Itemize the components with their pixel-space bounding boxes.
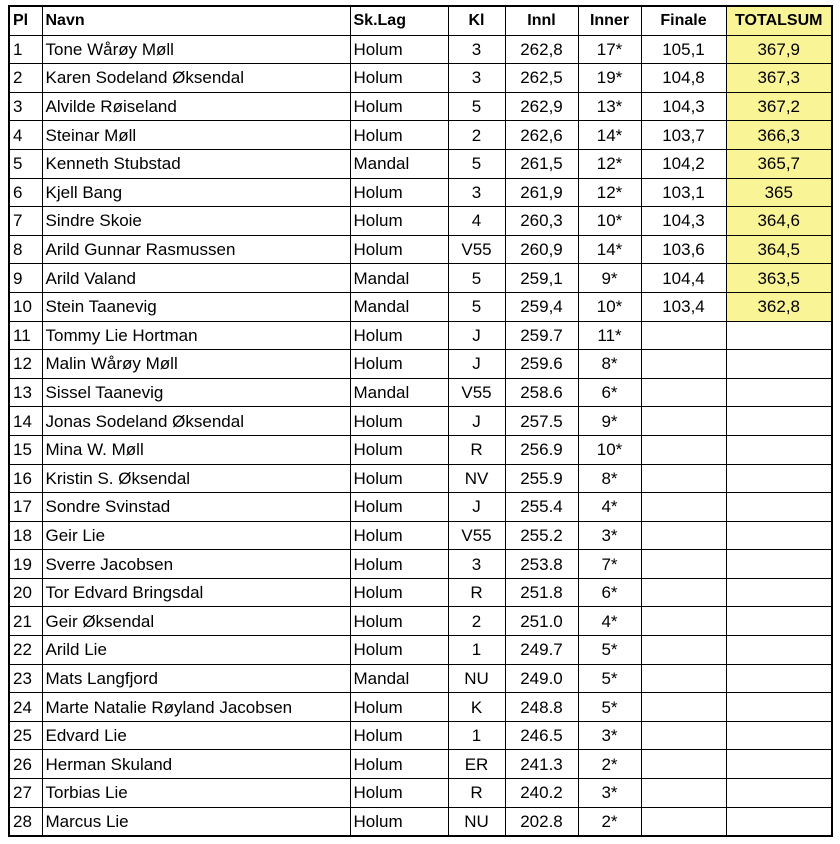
cell-finale: 104,3 [641, 92, 726, 121]
cell-sklag: Holum [350, 721, 448, 750]
header-inner: Inner [578, 6, 641, 35]
cell-innl: 261,5 [505, 149, 578, 178]
cell-inner: 2* [578, 807, 641, 836]
cell-sklag: Mandal [350, 292, 448, 321]
cell-pl: 3 [9, 92, 42, 121]
cell-finale [641, 321, 726, 350]
cell-finale [641, 664, 726, 693]
cell-sklag: Holum [350, 207, 448, 236]
cell-totalsum [726, 721, 832, 750]
cell-finale [641, 464, 726, 493]
cell-kl: NU [448, 807, 505, 836]
cell-totalsum: 367,3 [726, 64, 832, 93]
cell-kl: 3 [448, 64, 505, 93]
cell-finale [641, 636, 726, 665]
table-row [9, 407, 832, 436]
cell-finale [641, 750, 726, 779]
cell-kl: J [448, 493, 505, 522]
cell-pl: 5 [9, 149, 42, 178]
cell-totalsum [726, 521, 832, 550]
cell-sklag: Holum [350, 321, 448, 350]
header-navn: Navn [42, 6, 350, 35]
cell-kl: J [448, 350, 505, 379]
cell-pl: 4 [9, 121, 42, 150]
cell-navn: Sondre Svinstad [42, 493, 350, 522]
cell-kl: 2 [448, 607, 505, 636]
cell-innl: 259.7 [505, 321, 578, 350]
cell-finale [641, 407, 726, 436]
cell-innl: 256.9 [505, 435, 578, 464]
cell-totalsum: 364,5 [726, 235, 832, 264]
cell-navn: Tor Edvard Bringsdal [42, 578, 350, 607]
cell-innl: 249.7 [505, 636, 578, 665]
cell-pl: 22 [9, 636, 42, 665]
cell-pl: 26 [9, 750, 42, 779]
cell-finale [641, 807, 726, 836]
cell-inner: 7* [578, 550, 641, 579]
cell-pl: 16 [9, 464, 42, 493]
cell-kl: 5 [448, 264, 505, 293]
cell-sklag: Holum [350, 435, 448, 464]
cell-navn: Torbias Lie [42, 779, 350, 808]
cell-navn: Karen Sodeland Øksendal [42, 64, 350, 93]
table-row [9, 235, 832, 264]
cell-inner: 5* [578, 636, 641, 665]
cell-finale [641, 493, 726, 522]
cell-finale [641, 350, 726, 379]
cell-sklag: Holum [350, 350, 448, 379]
table-row [9, 321, 832, 350]
cell-sklag: Mandal [350, 264, 448, 293]
cell-navn: Sindre Skoie [42, 207, 350, 236]
cell-inner: 3* [578, 779, 641, 808]
cell-sklag: Holum [350, 121, 448, 150]
cell-inner: 12* [578, 178, 641, 207]
cell-pl: 18 [9, 521, 42, 550]
cell-navn: Jonas Sodeland Øksendal [42, 407, 350, 436]
cell-innl: 262,8 [505, 35, 578, 64]
table-row [9, 578, 832, 607]
cell-inner: 4* [578, 493, 641, 522]
cell-kl: V55 [448, 235, 505, 264]
cell-pl: 14 [9, 407, 42, 436]
cell-innl: 259,1 [505, 264, 578, 293]
table-row [9, 779, 832, 808]
header-kl: Kl [448, 6, 505, 35]
cell-kl: ER [448, 750, 505, 779]
cell-innl: 261,9 [505, 178, 578, 207]
cell-kl: R [448, 435, 505, 464]
cell-sklag: Mandal [350, 664, 448, 693]
table-row [9, 435, 832, 464]
cell-innl: 257.5 [505, 407, 578, 436]
cell-inner: 17* [578, 35, 641, 64]
cell-sklag: Mandal [350, 149, 448, 178]
cell-sklag: Holum [350, 521, 448, 550]
cell-sklag: Holum [350, 779, 448, 808]
cell-pl: 11 [9, 321, 42, 350]
cell-kl: 5 [448, 292, 505, 321]
cell-pl: 23 [9, 664, 42, 693]
cell-innl: 255.2 [505, 521, 578, 550]
cell-finale [641, 607, 726, 636]
cell-finale: 103,6 [641, 235, 726, 264]
cell-innl: 259.6 [505, 350, 578, 379]
table-row [9, 607, 832, 636]
cell-inner: 10* [578, 207, 641, 236]
cell-pl: 20 [9, 578, 42, 607]
cell-totalsum [726, 607, 832, 636]
cell-pl: 27 [9, 779, 42, 808]
cell-kl: R [448, 578, 505, 607]
header-innl: Innl [505, 6, 578, 35]
cell-pl: 21 [9, 607, 42, 636]
table-row [9, 750, 832, 779]
table-row [9, 350, 832, 379]
cell-pl: 15 [9, 435, 42, 464]
cell-innl: 255.4 [505, 493, 578, 522]
cell-innl: 255.9 [505, 464, 578, 493]
cell-innl: 246.5 [505, 721, 578, 750]
cell-innl: 249.0 [505, 664, 578, 693]
cell-totalsum: 367,2 [726, 92, 832, 121]
cell-finale [641, 378, 726, 407]
cell-sklag: Holum [350, 578, 448, 607]
cell-inner: 8* [578, 464, 641, 493]
table-row [9, 264, 832, 293]
header-totalsum: TOTALSUM [726, 6, 832, 35]
cell-totalsum [726, 464, 832, 493]
cell-inner: 6* [578, 378, 641, 407]
cell-sklag: Holum [350, 92, 448, 121]
cell-navn: Kristin S. Øksendal [42, 464, 350, 493]
cell-innl: 253.8 [505, 550, 578, 579]
cell-sklag: Holum [350, 407, 448, 436]
cell-kl: 2 [448, 121, 505, 150]
cell-innl: 262,6 [505, 121, 578, 150]
cell-totalsum [726, 493, 832, 522]
cell-navn: Arild Lie [42, 636, 350, 665]
cell-inner: 10* [578, 435, 641, 464]
cell-inner: 3* [578, 521, 641, 550]
table-row [9, 807, 832, 836]
table-row [9, 721, 832, 750]
cell-kl: V55 [448, 378, 505, 407]
cell-totalsum [726, 807, 832, 836]
cell-totalsum [726, 550, 832, 579]
cell-finale [641, 435, 726, 464]
cell-finale [641, 693, 726, 722]
cell-kl: 3 [448, 178, 505, 207]
cell-finale: 105,1 [641, 35, 726, 64]
cell-totalsum [726, 378, 832, 407]
cell-pl: 8 [9, 235, 42, 264]
cell-sklag: Holum [350, 693, 448, 722]
cell-kl: 3 [448, 550, 505, 579]
cell-innl: 262,5 [505, 64, 578, 93]
cell-pl: 2 [9, 64, 42, 93]
table-row [9, 207, 832, 236]
cell-kl: J [448, 321, 505, 350]
cell-totalsum: 367,9 [726, 35, 832, 64]
cell-inner: 14* [578, 121, 641, 150]
cell-sklag: Holum [350, 64, 448, 93]
cell-pl: 6 [9, 178, 42, 207]
cell-sklag: Holum [350, 607, 448, 636]
cell-pl: 13 [9, 378, 42, 407]
table-row [9, 35, 832, 64]
table-row [9, 149, 832, 178]
cell-innl: 259,4 [505, 292, 578, 321]
cell-totalsum [726, 664, 832, 693]
cell-totalsum: 366,3 [726, 121, 832, 150]
cell-finale: 104,2 [641, 149, 726, 178]
cell-navn: Geir Øksendal [42, 607, 350, 636]
cell-totalsum [726, 321, 832, 350]
cell-navn: Tommy Lie Hortman [42, 321, 350, 350]
cell-totalsum [726, 693, 832, 722]
cell-inner: 11* [578, 321, 641, 350]
table-row [9, 693, 832, 722]
cell-totalsum: 365 [726, 178, 832, 207]
table-row [9, 121, 832, 150]
cell-kl: 1 [448, 636, 505, 665]
cell-sklag: Holum [350, 493, 448, 522]
cell-inner: 5* [578, 693, 641, 722]
cell-inner: 6* [578, 578, 641, 607]
cell-inner: 4* [578, 607, 641, 636]
cell-totalsum [726, 435, 832, 464]
results-body [9, 35, 832, 836]
cell-kl: V55 [448, 521, 505, 550]
cell-sklag: Mandal [350, 378, 448, 407]
cell-navn: Arild Gunnar Rasmussen [42, 235, 350, 264]
cell-navn: Kenneth Stubstad [42, 149, 350, 178]
header-sklag: Sk.Lag [350, 6, 448, 35]
cell-innl: 240.2 [505, 779, 578, 808]
cell-navn: Mina W. Møll [42, 435, 350, 464]
cell-finale [641, 779, 726, 808]
cell-inner: 8* [578, 350, 641, 379]
cell-innl: 248.8 [505, 693, 578, 722]
cell-navn: Herman Skuland [42, 750, 350, 779]
cell-kl: 5 [448, 92, 505, 121]
cell-innl: 251.8 [505, 578, 578, 607]
cell-innl: 260,3 [505, 207, 578, 236]
table-row [9, 493, 832, 522]
cell-sklag: Holum [350, 636, 448, 665]
cell-totalsum: 362,8 [726, 292, 832, 321]
cell-pl: 1 [9, 35, 42, 64]
cell-inner: 5* [578, 664, 641, 693]
cell-sklag: Holum [350, 35, 448, 64]
cell-navn: Marcus Lie [42, 807, 350, 836]
header-row [9, 6, 832, 35]
cell-navn: Mats Langfjord [42, 664, 350, 693]
cell-navn: Steinar Møll [42, 121, 350, 150]
cell-kl: R [448, 779, 505, 808]
cell-pl: 25 [9, 721, 42, 750]
cell-innl: 260,9 [505, 235, 578, 264]
cell-inner: 9* [578, 264, 641, 293]
cell-inner: 9* [578, 407, 641, 436]
cell-pl: 19 [9, 550, 42, 579]
table-row [9, 378, 832, 407]
cell-navn: Edvard Lie [42, 721, 350, 750]
cell-totalsum: 363,5 [726, 264, 832, 293]
cell-totalsum: 365,7 [726, 149, 832, 178]
table-row [9, 521, 832, 550]
cell-navn: Malin Wårøy Møll [42, 350, 350, 379]
header-finale: Finale [641, 6, 726, 35]
cell-finale: 104,4 [641, 264, 726, 293]
cell-navn: Marte Natalie Røyland Jacobsen [42, 693, 350, 722]
cell-totalsum [726, 350, 832, 379]
table-row [9, 178, 832, 207]
cell-sklag: Holum [350, 178, 448, 207]
cell-sklag: Holum [350, 464, 448, 493]
cell-kl: J [448, 407, 505, 436]
cell-navn: Alvilde Røiseland [42, 92, 350, 121]
cell-navn: Arild Valand [42, 264, 350, 293]
cell-totalsum: 364,6 [726, 207, 832, 236]
results-table [8, 5, 833, 837]
cell-inner: 19* [578, 64, 641, 93]
cell-kl: NU [448, 664, 505, 693]
header-pl: Pl [9, 6, 42, 35]
cell-navn: Kjell Bang [42, 178, 350, 207]
cell-kl: NV [448, 464, 505, 493]
cell-navn: Stein Taanevig [42, 292, 350, 321]
cell-innl: 258.6 [505, 378, 578, 407]
cell-sklag: Holum [350, 807, 448, 836]
cell-totalsum [726, 636, 832, 665]
cell-pl: 7 [9, 207, 42, 236]
cell-innl: 202.8 [505, 807, 578, 836]
table-row [9, 92, 832, 121]
table-row [9, 550, 832, 579]
table-row [9, 664, 832, 693]
cell-kl: 3 [448, 35, 505, 64]
cell-innl: 251.0 [505, 607, 578, 636]
results-sheet [8, 5, 833, 837]
table-row [9, 636, 832, 665]
cell-navn: Tone Wårøy Møll [42, 35, 350, 64]
cell-inner: 2* [578, 750, 641, 779]
cell-navn: Sissel Taanevig [42, 378, 350, 407]
cell-pl: 28 [9, 807, 42, 836]
cell-navn: Geir Lie [42, 521, 350, 550]
cell-pl: 24 [9, 693, 42, 722]
cell-totalsum [726, 407, 832, 436]
cell-inner: 12* [578, 149, 641, 178]
cell-finale [641, 521, 726, 550]
cell-pl: 10 [9, 292, 42, 321]
table-row [9, 64, 832, 93]
cell-sklag: Holum [350, 750, 448, 779]
cell-totalsum [726, 578, 832, 607]
cell-sklag: Holum [350, 550, 448, 579]
cell-finale: 103,4 [641, 292, 726, 321]
cell-inner: 3* [578, 721, 641, 750]
cell-sklag: Holum [350, 235, 448, 264]
cell-pl: 17 [9, 493, 42, 522]
cell-kl: K [448, 693, 505, 722]
table-row [9, 464, 832, 493]
cell-finale: 103,1 [641, 178, 726, 207]
cell-innl: 241.3 [505, 750, 578, 779]
cell-inner: 13* [578, 92, 641, 121]
cell-totalsum [726, 750, 832, 779]
cell-inner: 10* [578, 292, 641, 321]
table-row [9, 292, 832, 321]
cell-kl: 1 [448, 721, 505, 750]
cell-kl: 5 [448, 149, 505, 178]
cell-finale [641, 550, 726, 579]
cell-finale: 104,3 [641, 207, 726, 236]
cell-pl: 12 [9, 350, 42, 379]
cell-totalsum [726, 779, 832, 808]
cell-pl: 9 [9, 264, 42, 293]
cell-navn: Sverre Jacobsen [42, 550, 350, 579]
cell-finale: 104,8 [641, 64, 726, 93]
cell-finale: 103,7 [641, 121, 726, 150]
cell-innl: 262,9 [505, 92, 578, 121]
cell-finale [641, 721, 726, 750]
cell-finale [641, 578, 726, 607]
cell-kl: 4 [448, 207, 505, 236]
cell-inner: 14* [578, 235, 641, 264]
